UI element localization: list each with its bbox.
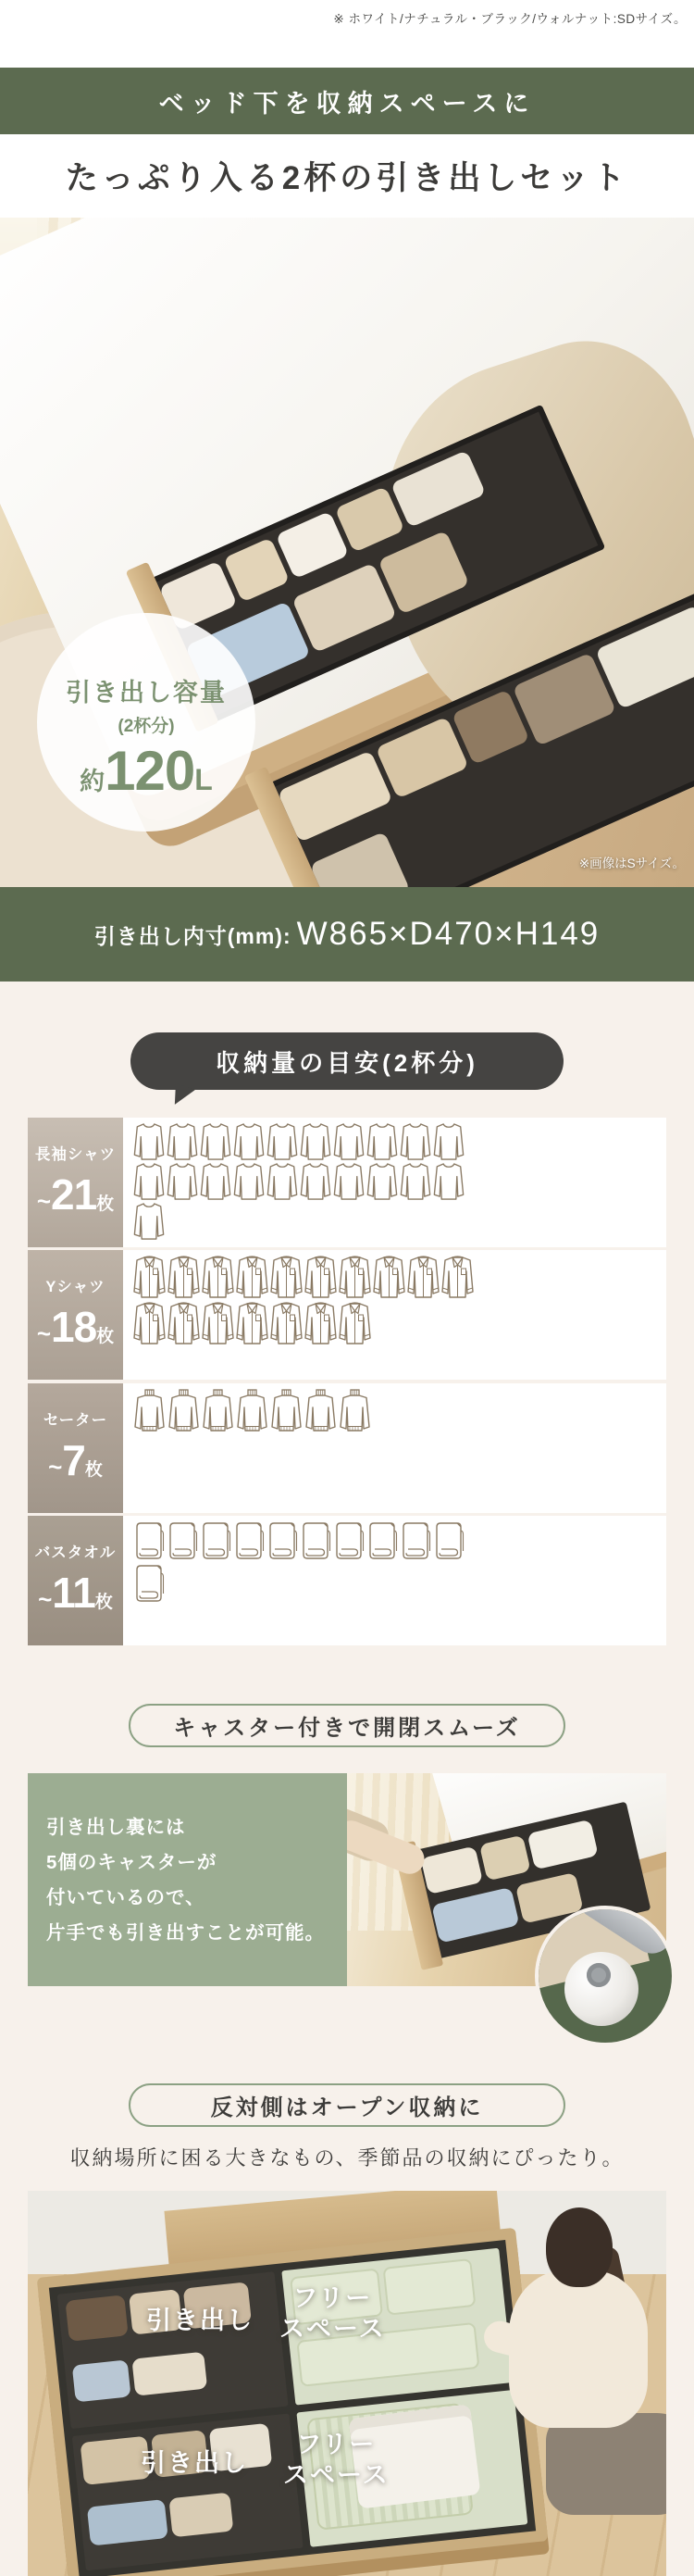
shirt-dress-icon [338, 1301, 372, 1347]
label-drawer-1: 引き出し [146, 2307, 254, 2334]
caster-hub [587, 1963, 611, 1987]
towel-icon [332, 1520, 366, 1563]
shirt-long-icon [199, 1162, 232, 1202]
towel-icon [299, 1520, 332, 1563]
row-name: Yシャツ [45, 1279, 105, 1296]
row-name: バスタオル [34, 1544, 117, 1561]
content-area [0, 982, 694, 2576]
sweater-icon [132, 1388, 167, 1434]
shirt-long-icon [432, 1162, 465, 1202]
shirt-dress-icon [304, 1255, 338, 1301]
shirt-long-icon [266, 1122, 299, 1162]
label-free-space-2: フリー スペース [283, 2431, 390, 2489]
sweater-icon [201, 1388, 235, 1434]
shirt-long-icon [232, 1162, 266, 1202]
sweater-icon [338, 1388, 372, 1434]
open-storage-photo [28, 2191, 666, 2576]
shirt-dress-icon [269, 1301, 304, 1347]
shirt-long-icon [399, 1122, 432, 1162]
shirt-long-icon [366, 1162, 399, 1202]
shirt-long-icon [132, 1162, 166, 1202]
table-row [28, 1516, 666, 1645]
woman-legs [546, 2413, 666, 2515]
shirt-long-icon [299, 1122, 332, 1162]
towel-icons [123, 1516, 666, 1645]
shirt-long-icon [232, 1122, 266, 1162]
shirt-dress-icon [132, 1255, 167, 1301]
capacity-bubble: 収納量の目安(2杯分) [130, 1032, 564, 1090]
shirt-long-icon [399, 1162, 432, 1202]
caster-text-panel: 引き出し裏には 5個のキャスターが 付いているので、 片手でも引き出すことが可能。 [28, 1773, 347, 1986]
shirt-long-icon [332, 1122, 366, 1162]
long-sleeve-shirt-icons [123, 1118, 666, 1247]
badge-value: 約120L [80, 740, 213, 802]
shirt-dress-icon [440, 1255, 475, 1301]
shirt-long-icon [366, 1122, 399, 1162]
shirt-dress-icon [132, 1301, 167, 1347]
hero-banner: ベッド下を収納スペースに [0, 68, 694, 134]
dimensions-label: 引き出し内寸(mm): [93, 923, 291, 948]
badge-line2: (2杯分) [118, 717, 175, 736]
towel-icon [399, 1520, 432, 1563]
label-drawer-2: 引き出し [141, 2449, 248, 2477]
shirt-long-icon [166, 1162, 199, 1202]
photo-caption: ※画像はSサイズ。 [578, 857, 685, 870]
page-title: たっぷり入る2杯の引き出しセット [65, 160, 629, 196]
shirt-long-icon [166, 1122, 199, 1162]
shirt-dress-icon [235, 1255, 269, 1301]
towel-icon [166, 1520, 199, 1563]
shirt-long-icon [199, 1122, 232, 1162]
shirt-long-icon [132, 1122, 166, 1162]
row-name: セーター [43, 1411, 108, 1429]
shirt-dress-icon [201, 1301, 235, 1347]
row-count: ~7枚 [48, 1435, 103, 1484]
caster-closeup-circle [535, 1906, 675, 2046]
table-row [28, 1250, 666, 1380]
sweater-icon [269, 1388, 304, 1434]
drawer-compartment-2 [72, 2413, 304, 2570]
shirt-long-icon [132, 1202, 166, 1242]
badge-line1: 引き出し容量 [66, 679, 227, 707]
open-storage-pill: 反対側はオープン収納に [129, 2083, 565, 2127]
dress-shirt-icons [123, 1250, 666, 1380]
row-name: 長袖シャツ [34, 1146, 117, 1163]
row-count: ~21枚 [36, 1170, 115, 1219]
shirt-dress-icon [201, 1255, 235, 1301]
shirt-dress-icon [269, 1255, 304, 1301]
shirt-dress-icon [338, 1255, 372, 1301]
sweater-icon [235, 1388, 269, 1434]
towel-icon [366, 1520, 399, 1563]
dimensions-banner [0, 887, 694, 982]
towel-icon [132, 1563, 166, 1606]
table-row [28, 1383, 666, 1513]
towel-icon [199, 1520, 232, 1563]
shirt-dress-icon [406, 1255, 440, 1301]
shirt-dress-icon [167, 1255, 201, 1301]
caster-pill: キャスター付きで開閉スムーズ [129, 1704, 565, 1747]
shirt-dress-icon [235, 1301, 269, 1347]
shirt-long-icon [299, 1162, 332, 1202]
towel-icon [232, 1520, 266, 1563]
dimensions-value: W865×D470×H149 [296, 916, 601, 952]
open-storage-subtitle: 収納場所に困る大きなもの、季節品の収納にぴったり。 [69, 2146, 625, 2170]
towel-icon [132, 1520, 166, 1563]
row-count: ~11枚 [38, 1568, 113, 1617]
drawer-compartment-1 [57, 2271, 289, 2429]
shirt-dress-icon [304, 1301, 338, 1347]
hero-photo [0, 218, 694, 887]
table-row [28, 1118, 666, 1247]
row-count: ~18枚 [36, 1303, 115, 1352]
sweater-icons [123, 1383, 666, 1513]
woman-head [546, 2207, 613, 2287]
shirt-dress-icon [372, 1255, 406, 1301]
size-note: ※ ホワイト/ナチュラル・ブラック/ウォルナット:SDサイズ。 [333, 12, 687, 26]
towel-icon [266, 1520, 299, 1563]
shirt-long-icon [266, 1162, 299, 1202]
capacity-badge [37, 613, 255, 832]
sweater-icon [167, 1388, 201, 1434]
bed-frame-top-view [37, 2228, 549, 2576]
label-free-space-1: フリー スペース [279, 2284, 386, 2343]
sweater-icon [304, 1388, 338, 1434]
capacity-table [28, 1118, 666, 1645]
shirt-dress-icon [167, 1301, 201, 1347]
shirt-long-icon [432, 1122, 465, 1162]
shirt-long-icon [332, 1162, 366, 1202]
towel-icon [432, 1520, 465, 1563]
